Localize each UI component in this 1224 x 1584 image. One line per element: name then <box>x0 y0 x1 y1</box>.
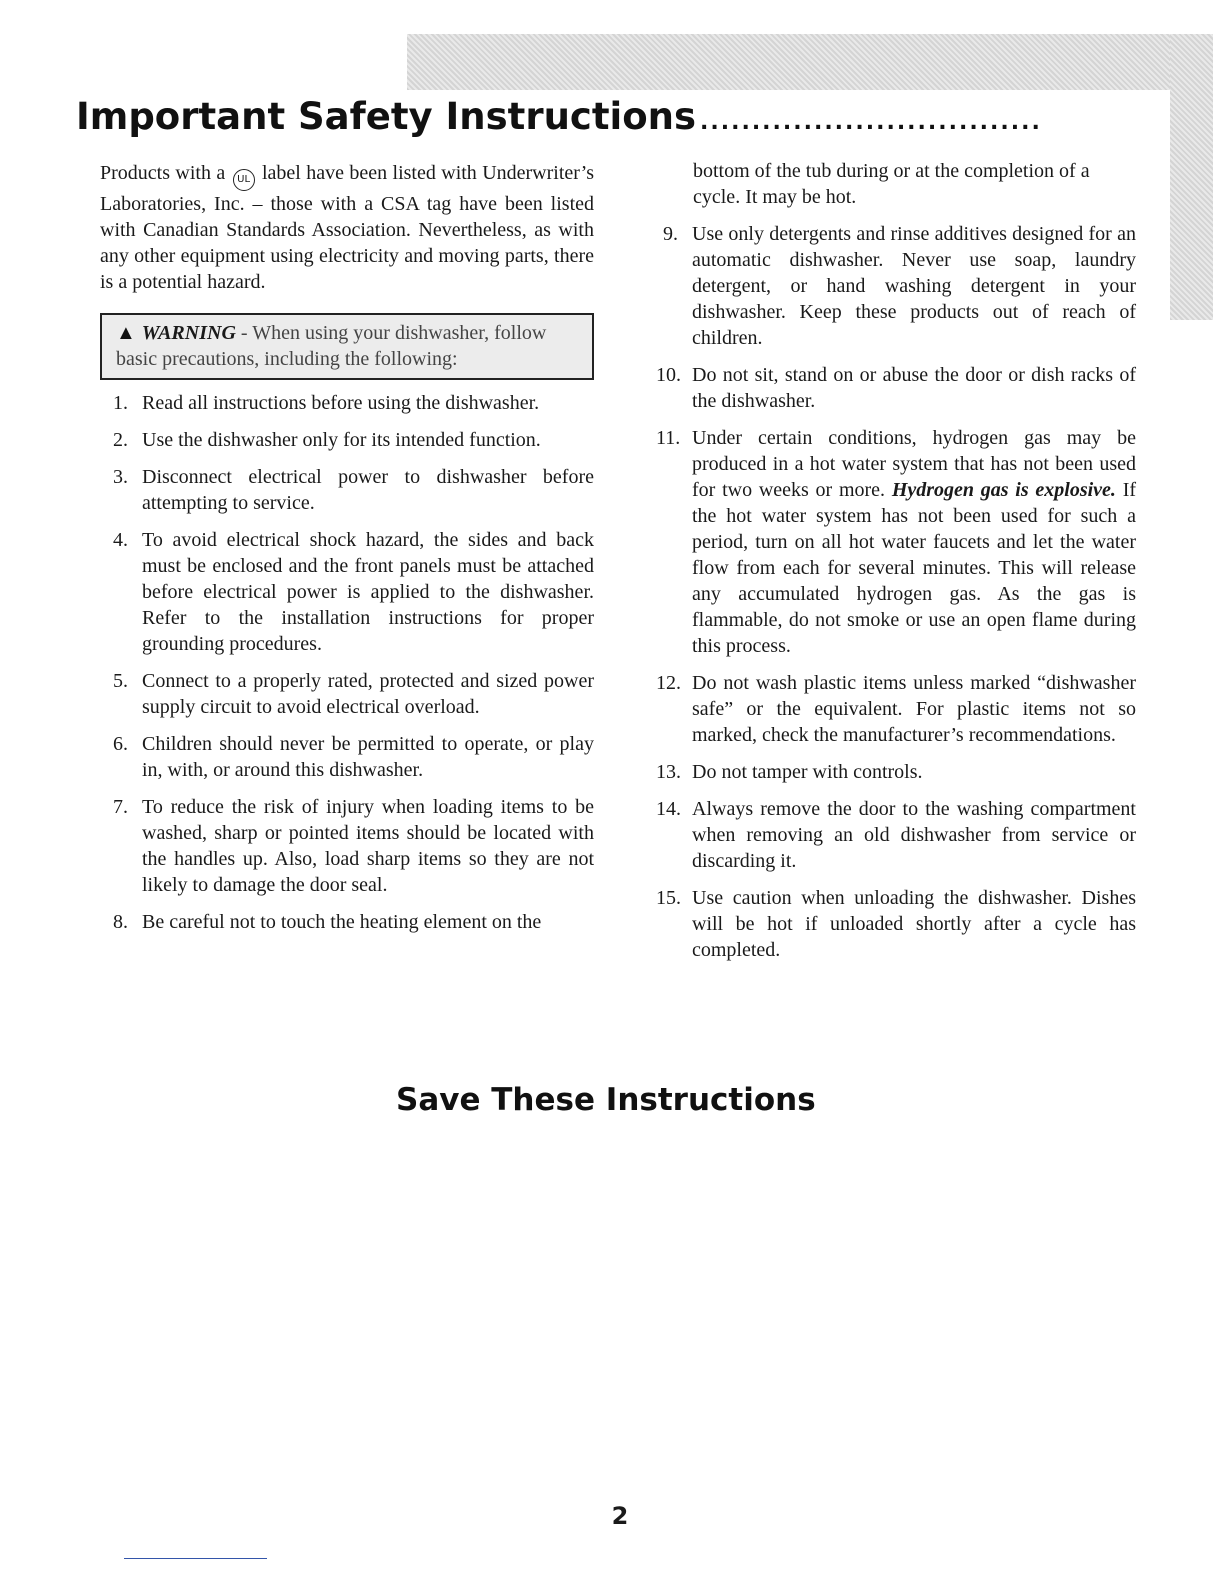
list-item-text: Do not sit, stand on or abuse the door or dish racks of the dishwasher. <box>692 364 1136 412</box>
list-item <box>100 464 594 516</box>
list-item <box>100 794 594 898</box>
list-item <box>100 731 594 783</box>
list-item-text: Connect to a properly rated, protected and sized power supply circuit to avoid electrical overload. <box>142 670 594 718</box>
header-shading-band <box>407 34 1213 90</box>
list-item-text: Use the dishwasher only for its intended function. <box>142 429 541 451</box>
list-item <box>656 796 1136 874</box>
list-item <box>656 759 1136 785</box>
warning-text: When using your dishwasher, follow basic precautions, including the following: <box>116 322 547 370</box>
side-shading-band <box>1170 34 1213 320</box>
intro-text-after: label have been listed with Underwriter’s Laboratories, Inc. – those with a CSA tag have been listed with Canadian Standards Association. Nevertheless, as with any other equipment using electricity and moving parts, there is a potential hazard. <box>100 162 595 293</box>
footer-rule <box>124 1558 267 1559</box>
ul-listed-icon: UL <box>233 169 255 191</box>
list-item-text: Always remove the door to the washing compartment when removing an old dishwasher from service or discarding it. <box>692 798 1136 872</box>
list-item <box>656 362 1136 414</box>
list-item-text: Use caution when unloading the dishwasher. Dishes will be hot if unloaded shortly after a cycle has completed. <box>692 887 1136 961</box>
right-column <box>656 158 1136 974</box>
list-item-text: To reduce the risk of injury when loading items to be washed, sharp or pointed items should be located with the handles up. Also, load sharp items so they are not likely to damage the door seal. <box>142 796 594 896</box>
list-item-number: 15. <box>656 887 681 909</box>
hydrogen-text-after: If the hot water system has not been used for such a period, turn on all hot water faucets and let the water flow from each for several minutes. This will release any accumulated hydrogen gas. As the gas is flammable, do not smoke or use an open flame during this process. <box>692 479 1137 657</box>
page-title <box>76 92 1136 142</box>
intro-paragraph <box>100 160 594 295</box>
list-item-number: 7. <box>113 796 128 818</box>
intro-text-before: Products with a <box>100 162 226 184</box>
list-item-number: 12. <box>656 672 681 694</box>
save-instructions-heading: Save These Instructions <box>396 1082 816 1118</box>
warning-label: WARNING <box>141 322 236 344</box>
list-item-number: 5. <box>113 670 128 692</box>
list-item-text: Children should never be permitted to operate, or play in, with, or around this dishwasher. <box>142 733 594 781</box>
list-item-number: 1. <box>113 392 128 414</box>
list-item-text: Be careful not to touch the heating element on the <box>142 911 542 933</box>
left-column <box>100 160 594 946</box>
list-item <box>656 425 1136 659</box>
list-item <box>100 909 594 935</box>
list-item <box>100 527 594 657</box>
hydrogen-text-before: Under certain conditions, hydrogen gas may be produced in a hot water system that has not been used for two weeks or more. <box>692 427 1136 501</box>
list-item-number: 10. <box>656 364 681 386</box>
list-item-continuation: bottom of the tub during or at the completion of a cycle. It may be hot. <box>693 160 1090 208</box>
list-item <box>656 221 1136 351</box>
page-number: 2 <box>611 1502 629 1530</box>
list-item <box>100 390 594 416</box>
hydrogen-warning-emphasis: Hydrogen gas is explosive. <box>891 479 1116 501</box>
warning-separator: - <box>235 322 253 344</box>
list-item <box>656 885 1136 963</box>
list-item-number: 11. <box>656 427 681 449</box>
list-item-text: To avoid electrical shock hazard, the sides and back must be enclosed and the front panels must be attached before electrical power is applied to the dishwasher. Refer to the installation instructions for proper grounding procedures. <box>142 529 594 655</box>
list-item-number: 4. <box>113 529 128 551</box>
list-item-text <box>692 425 1136 659</box>
page-title-text: Important Safety Instructions <box>76 95 697 138</box>
warning-box <box>100 313 594 380</box>
list-item-text: Disconnect electrical power to dishwasher before attempting to service. <box>142 466 594 514</box>
list-item-text: Read all instructions before using the dishwasher. <box>142 392 540 414</box>
list-item-number: 3. <box>113 466 128 488</box>
title-leader-dots: ................................. <box>700 110 1042 135</box>
list-item <box>100 668 594 720</box>
list-item-number: 2. <box>113 429 128 451</box>
list-item-number: 6. <box>113 733 128 755</box>
warning-triangle-icon: ▲ <box>116 322 136 344</box>
list-item-number: 13. <box>656 761 681 783</box>
list-item <box>656 670 1136 748</box>
list-item-text: Use only detergents and rinse additives designed for an automatic dishwasher. Never use soap, laundry detergent, or hand washing detergent in your dishwasher. Keep these products out of reach of children. <box>692 223 1136 349</box>
list-item-text: Do not wash plastic items unless marked “dishwasher safe” or the equivalent. For plastic items not so marked, check the manufacturer’s recommendations. <box>692 672 1136 746</box>
list-item-number: 9. <box>663 223 678 245</box>
list-item-number: 14. <box>656 798 681 820</box>
list-item-number: 8. <box>113 911 128 933</box>
list-item <box>100 427 594 453</box>
list-item-text: Do not tamper with controls. <box>692 761 923 783</box>
